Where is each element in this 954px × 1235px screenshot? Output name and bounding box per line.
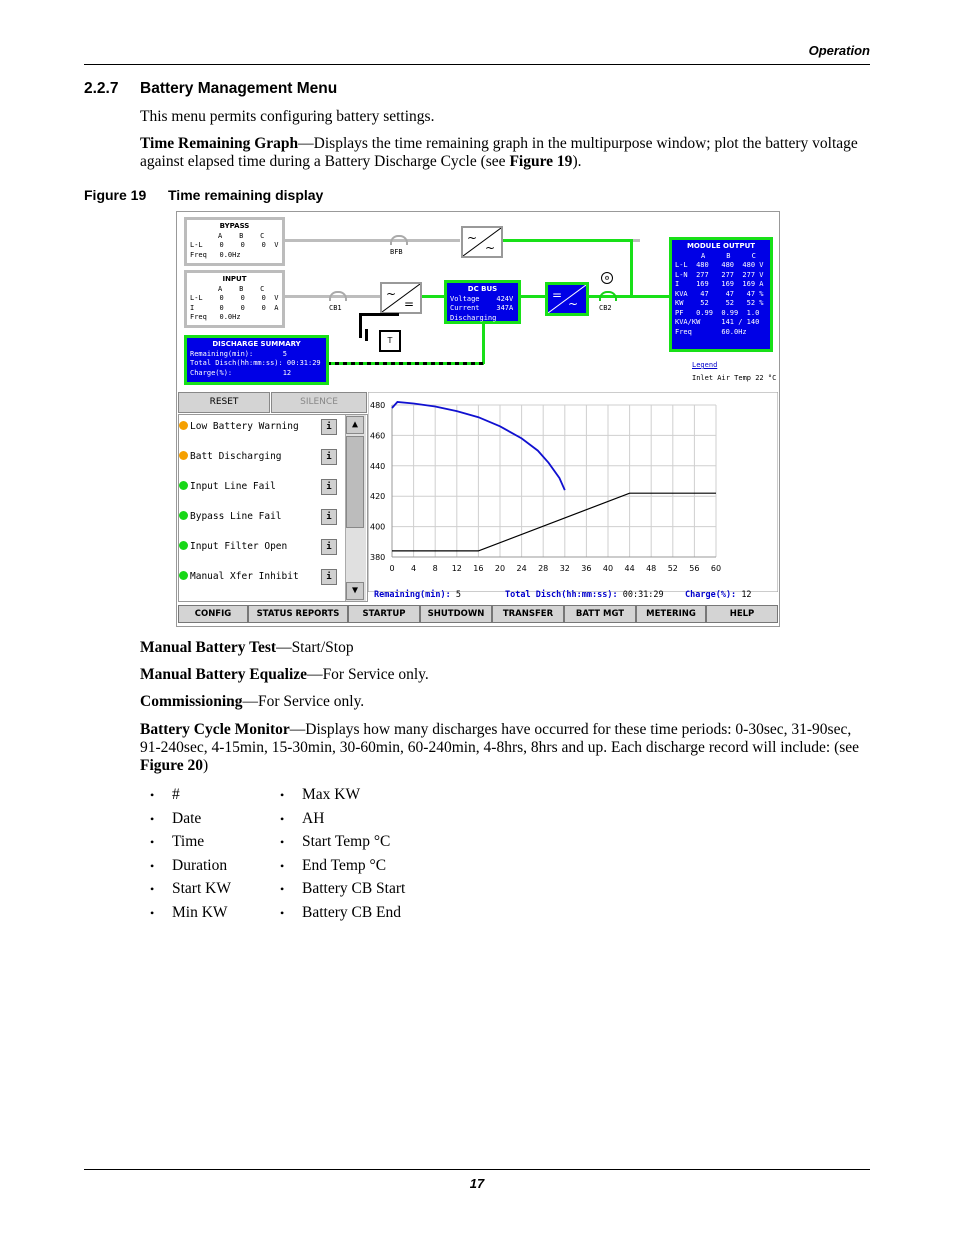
alarm-info-button[interactable]: i: [321, 479, 337, 495]
bullet-item: [150, 810, 201, 828]
module-columns: A B C: [701, 251, 756, 260]
module-title: MODULE OUTPUT: [686, 242, 756, 250]
section-number: 2.2.7: [84, 80, 119, 97]
discharge-summary-panel: [184, 335, 329, 385]
module-row-i: I 169 169 169 A: [675, 280, 764, 288]
bullet-label: Duration: [172, 856, 228, 874]
alarm-info-button[interactable]: i: [321, 539, 337, 555]
bullet-item: [150, 786, 180, 804]
total-discharge-value: 00:31:29: [622, 590, 664, 600]
discharge-total: Total Disch(hh:mm:ss): 00:31:29: [190, 359, 321, 367]
x-tick-label: 48: [646, 564, 657, 573]
header-rule: [84, 64, 870, 65]
y-tick-label: 420: [370, 492, 386, 502]
menu-help-button[interactable]: HELP: [706, 605, 778, 623]
bypass-row-freq: Freq 0.0Hz: [190, 250, 241, 259]
bullet-label: #: [172, 786, 180, 803]
x-tick-label: 0: [389, 564, 395, 573]
time-remaining-term: Time Remaining Graph: [140, 135, 299, 152]
input-row-ll: L-L 0 0 0 V: [190, 294, 279, 302]
bullet-icon: •: [150, 882, 155, 896]
manual-battery-equalize-item: [140, 666, 870, 684]
air-temp-readout: Inlet Air Temp 22 °C: [692, 374, 777, 382]
alarm-status-icon: [179, 571, 188, 580]
bypass-line: [285, 239, 460, 242]
bypass-title: BYPASS: [219, 222, 250, 230]
menu-status-reports-button[interactable]: STATUS REPORTS: [248, 605, 348, 623]
discharge-line-dashes: [327, 362, 484, 365]
bullet-label: Min KW: [172, 903, 228, 921]
rectifier-icon: [380, 282, 422, 314]
x-tick-label: 12: [451, 564, 462, 573]
alarm-info-button[interactable]: i: [321, 419, 337, 435]
alarm-label: Batt Discharging: [190, 451, 282, 462]
item-text: —For Service only.: [242, 693, 365, 710]
bullet-label: Start KW: [172, 880, 231, 897]
x-tick-label: 40: [602, 564, 614, 573]
module-row-ll: L-L 480 480 480 V: [675, 261, 764, 269]
dcbus-status: Discharging: [450, 313, 497, 322]
figure-number: Figure 19: [84, 187, 147, 203]
alarm-label: Manual Xfer Inhibit: [190, 571, 299, 582]
alarm-status-icon: [179, 541, 188, 550]
bullet-icon: •: [280, 882, 285, 896]
section-heading: [84, 80, 337, 98]
input-title: INPUT: [222, 275, 247, 283]
bullet-label: Battery CB End: [302, 903, 402, 921]
bfb-breaker-icon: [390, 235, 408, 245]
rectifier-line: [419, 295, 444, 298]
input-columns: A B C: [218, 284, 265, 293]
static-switch-icon: [461, 226, 503, 258]
scrollbar-thumb[interactable]: [346, 436, 364, 528]
lock-icon: ⚙: [601, 272, 613, 284]
time-remaining-chart: [368, 392, 778, 592]
x-tick-label: 16: [473, 564, 484, 573]
bullet-item: [280, 880, 405, 898]
x-tick-label: 20: [494, 564, 506, 573]
time-remaining-text: —Displays the time remaining graph in the multipurpose window; plot the battery voltage against elapsed time during a Battery Discharge Cycle (see: [140, 135, 858, 170]
alarm-item: [179, 510, 282, 524]
menu-batt-mgt-button[interactable]: BATT MGT: [564, 605, 636, 623]
charge-status: [685, 590, 752, 600]
battery-cycle-monitor-paragraph: [140, 721, 870, 775]
footer-rule: [84, 1169, 870, 1170]
alarm-label: Input Filter Open: [190, 541, 288, 552]
svg-text:=: =: [552, 288, 563, 302]
cb2-breaker-icon: [599, 291, 617, 301]
alarm-status-icon: [179, 421, 188, 430]
remaining-label: Remaining(min):: [374, 590, 451, 600]
bullet-icon: •: [280, 835, 285, 849]
cb1-label: CB1: [329, 304, 342, 312]
bullet-icon: •: [280, 858, 285, 873]
alarm-info-button[interactable]: i: [321, 449, 337, 465]
cycle-monitor-term: Battery Cycle Monitor: [140, 721, 290, 738]
menu-metering-button[interactable]: METERING: [636, 605, 706, 623]
module-row-freq: Freq 60.0Hz: [675, 327, 747, 336]
svg-text:~: ~: [467, 231, 478, 245]
alarm-item: [179, 480, 276, 494]
bullet-label: Max KW: [302, 786, 361, 803]
y-tick-label: 400: [370, 522, 386, 532]
bullet-item: [280, 810, 324, 828]
remaining-status: [374, 590, 461, 600]
alarm-label: Bypass Line Fail: [190, 511, 282, 522]
module-row-kw: KW 52 52 52 %: [675, 299, 764, 307]
dcbus-current: Current 347A: [450, 304, 514, 312]
bypass-row-ll: L-L 0 0 0 V: [190, 241, 279, 249]
bullet-label: AH: [302, 809, 325, 827]
scroll-up-icon[interactable]: ▲: [346, 416, 364, 434]
time-remaining-paragraph: [140, 135, 870, 171]
bypass-panel: [184, 217, 285, 266]
dcbus-title: DC BUS: [467, 285, 498, 293]
bullet-icon: •: [280, 905, 285, 920]
input-row-freq: Freq 0.0Hz: [190, 313, 241, 321]
bullet-label: Battery CB Start: [302, 880, 406, 897]
x-tick-label: 4: [411, 564, 417, 573]
bullet-label: Start Temp °C: [302, 833, 391, 850]
item-term: Manual Battery Test: [140, 639, 277, 656]
alarm-status-icon: [179, 481, 188, 490]
bullet-icon: •: [150, 905, 155, 920]
discharge-title: DISCHARGE SUMMARY: [212, 340, 301, 348]
bullet-label: End Temp °C: [302, 856, 387, 874]
battery-wire-2: [359, 313, 362, 338]
y-tick-label: 380: [370, 553, 386, 562]
bullet-item: [150, 904, 228, 922]
running-header: Operation: [808, 43, 870, 58]
time-remaining-text-end: ).: [572, 153, 582, 170]
input-panel: [184, 270, 285, 328]
bullet-item: [280, 904, 401, 922]
total-discharge-label: Total Disch(hh:mm:ss):: [505, 590, 618, 600]
alarm-label: Input Line Fail: [190, 481, 276, 492]
item-text: —Start/Stop: [276, 639, 354, 656]
input-row-i: I 0 0 0 A: [190, 303, 279, 312]
svg-text:~: ~: [568, 297, 579, 311]
dcbus-line: [521, 295, 546, 298]
module-row-ln: L-N 277 277 277 V: [675, 270, 764, 279]
bypass-columns: A B C: [218, 231, 265, 240]
charge-value: 12: [741, 590, 752, 600]
battery-wire: [359, 313, 399, 316]
transformer-icon: T: [379, 330, 401, 352]
time-remaining-screenshot: [176, 211, 780, 627]
remaining-value: 5: [455, 590, 462, 600]
bullet-icon: •: [150, 858, 155, 873]
section-title: Battery Management Menu: [140, 80, 338, 97]
item-term: Manual Battery Equalize: [140, 666, 308, 683]
x-tick-label: 28: [538, 564, 549, 573]
battery-line: [482, 324, 485, 364]
menu-startup-button[interactable]: STARTUP: [348, 605, 420, 623]
alarm-item: [179, 570, 299, 584]
bfb-label: BFB: [390, 248, 403, 256]
discharge-charge: Charge(%): 12: [190, 368, 292, 377]
bullet-item: [150, 833, 204, 851]
output-line: [584, 295, 669, 298]
x-tick-label: 60: [710, 564, 722, 573]
alarm-item: [179, 540, 287, 554]
inverter-icon: [545, 282, 589, 316]
y-tick-label: 460: [370, 431, 386, 441]
reset-button[interactable]: RESET: [178, 392, 270, 413]
bullet-label: Time: [172, 833, 205, 850]
figure-20-ref: Figure 20: [140, 757, 203, 774]
cycle-monitor-text: —Displays how many discharges have occurred for these time periods: 0-30sec, 31-90sec, 91-240sec, 4-15min, 15-30min, 30-60min, 60-240min, 4-8hrs, 8hrs and up. Each discharge record will include: (see: [140, 721, 860, 756]
bullet-icon: •: [150, 788, 155, 802]
svg-text:~: ~: [485, 241, 496, 255]
alarm-item: [179, 450, 282, 464]
silence-button[interactable]: SILENCE: [271, 392, 367, 413]
module-row-kva: KVA 47 47 47 %: [675, 289, 764, 298]
intro-paragraph: This menu permits configuring battery settings.: [140, 108, 435, 125]
alarm-info-button[interactable]: i: [321, 569, 337, 585]
alarm-status-icon: [179, 511, 188, 520]
y-tick-label: 440: [370, 461, 386, 471]
page-number: 17: [469, 1176, 485, 1191]
scroll-down-icon[interactable]: ▼: [346, 582, 364, 600]
legend-link[interactable]: Legend: [692, 361, 718, 369]
bullet-item: [150, 880, 231, 898]
bullet-label: Date: [172, 809, 202, 827]
item-text: —For Service only.: [307, 666, 429, 683]
bullet-item: [280, 857, 386, 875]
x-tick-label: 44: [624, 564, 635, 573]
bypass-drop-line: [630, 239, 633, 297]
module-row-kvakw: KVA/KW 141 / 140: [675, 318, 760, 326]
bullet-item: [150, 857, 227, 875]
menu-transfer-button[interactable]: TRANSFER: [492, 605, 564, 623]
x-tick-label: 24: [516, 564, 527, 573]
module-row-pf: PF 0.99 0.99 1.0: [675, 308, 760, 317]
cycle-monitor-text-end: ): [203, 757, 209, 774]
alarm-label: Low Battery Warning: [190, 421, 299, 432]
menu-config-button[interactable]: CONFIG: [178, 605, 248, 623]
cb1-breaker-icon: [329, 291, 347, 301]
bullet-icon: •: [280, 788, 285, 802]
alarm-status-icon: [179, 451, 188, 460]
figure-ref: Figure 19: [509, 153, 573, 170]
x-tick-label: 8: [432, 564, 438, 573]
x-tick-label: 32: [559, 564, 570, 573]
commissioning-item: [140, 693, 870, 711]
alarm-item: [179, 420, 299, 434]
item-term: Commissioning: [140, 693, 243, 710]
bullet-icon: •: [280, 811, 285, 826]
battery-wire-3: [365, 329, 368, 341]
cb2-label: CB2: [599, 304, 612, 312]
charge-label: Charge(%):: [685, 590, 737, 600]
discharge-remaining: Remaining(min): 5: [190, 349, 287, 358]
svg-text:=: =: [404, 297, 415, 311]
y-tick-label: 480: [370, 401, 386, 410]
menu-shutdown-button[interactable]: SHUTDOWN: [420, 605, 492, 623]
manual-battery-test-item: [140, 639, 870, 657]
svg-text:~: ~: [386, 287, 397, 301]
x-tick-label: 36: [581, 564, 592, 573]
alarm-info-button[interactable]: i: [321, 509, 337, 525]
bullet-icon: •: [150, 811, 155, 826]
dc-bus-panel: [444, 280, 521, 324]
bullet-icon: •: [150, 835, 155, 849]
total-discharge-status: [505, 590, 664, 600]
bullet-item: [280, 833, 390, 851]
x-tick-label: 52: [667, 564, 678, 573]
figure-caption: [84, 187, 323, 203]
dcbus-voltage: Voltage 424V: [450, 294, 514, 303]
bullet-item: [280, 786, 360, 804]
figure-title: Time remaining display: [168, 187, 324, 203]
x-tick-label: 56: [689, 564, 700, 573]
module-output-panel: [669, 237, 773, 352]
bypass-output-line: [501, 239, 631, 242]
